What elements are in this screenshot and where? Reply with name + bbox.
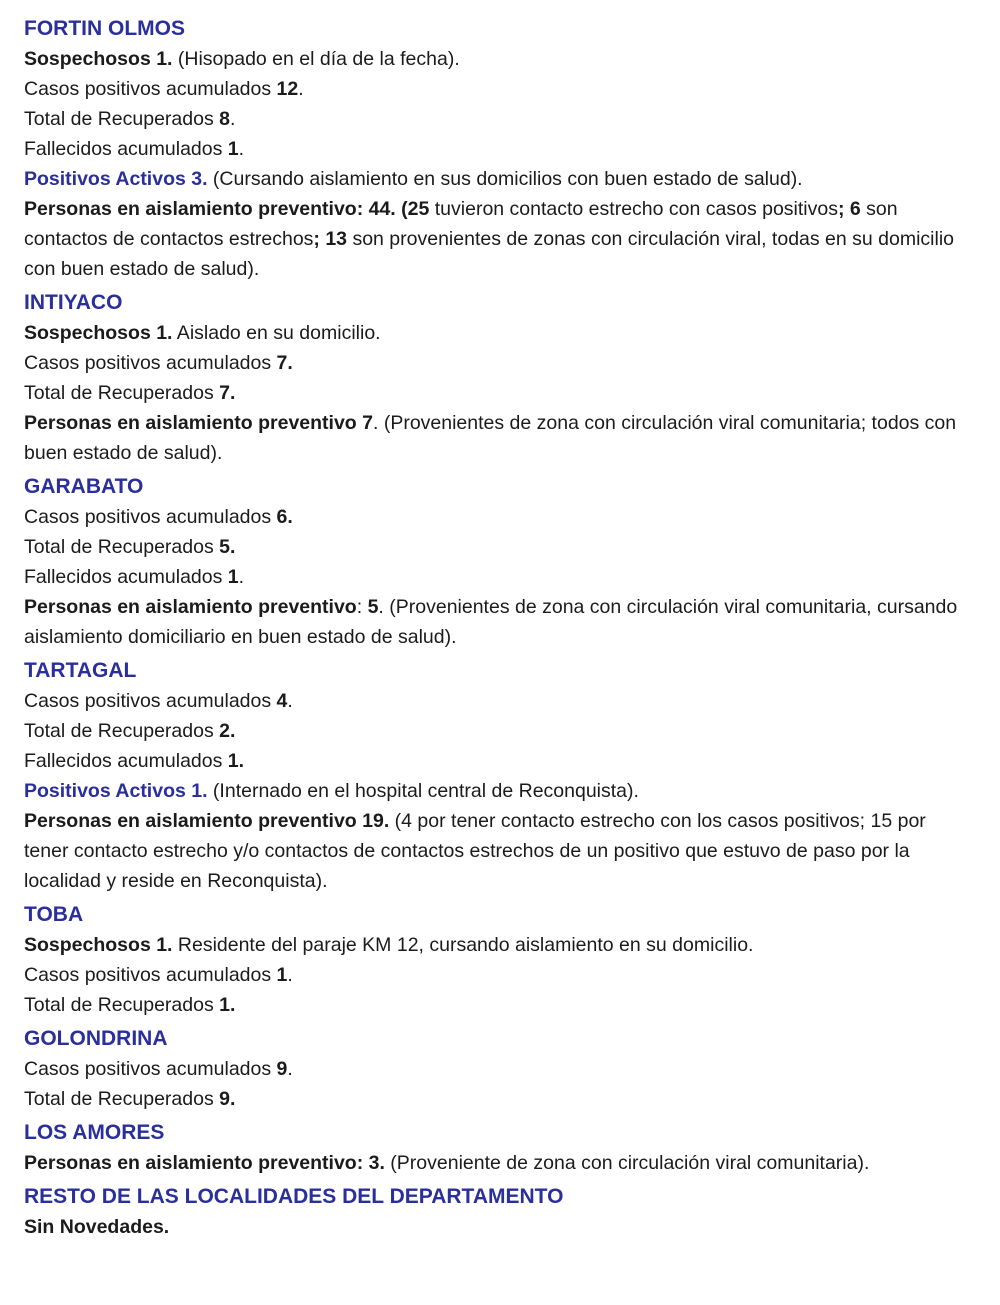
section-heading: LOS AMORES xyxy=(24,1121,165,1144)
recuperados-value: 9. xyxy=(219,1088,236,1110)
fallecidos-label: Fallecidos acumulados xyxy=(24,750,228,772)
aislamiento-paragraph xyxy=(24,194,974,284)
recuperados-label: Total de Recuperados xyxy=(24,108,220,130)
novedades-text: Sin Novedades. xyxy=(24,1216,170,1238)
aislamiento-paragraph xyxy=(24,408,974,468)
fallecidos-value: 1. xyxy=(227,750,245,772)
aislamiento-count: ; 13 xyxy=(313,228,348,250)
aislamiento-paragraph xyxy=(24,806,974,896)
aislamiento-text: son contactos de contactos estrechos xyxy=(24,198,898,250)
casos-suffix: . xyxy=(298,78,304,100)
casos-line xyxy=(24,686,974,716)
fallecidos-line xyxy=(24,746,974,776)
activos-text: (Internado en el hospital central de Reconquista). xyxy=(207,780,639,802)
activos-label: Positivos Activos 1. xyxy=(24,780,208,802)
aislamiento-text: . (Provenientes de zona con circulación viral comunitaria, cursando aislamiento domiciliario en buen estado de salud). xyxy=(24,596,958,648)
recuperados-value: 8 xyxy=(219,108,230,130)
casos-suffix: . xyxy=(287,964,293,986)
casos-value: 1 xyxy=(276,964,288,986)
fallecidos-value: 1 xyxy=(227,566,239,588)
section-los-amores xyxy=(24,1118,974,1178)
recuperados-value: 1. xyxy=(219,994,236,1016)
activos-line xyxy=(24,776,974,806)
sospechosos-label: Sospechosos 1. xyxy=(24,322,173,344)
fallecidos-label: Fallecidos acumulados xyxy=(24,566,228,588)
fallecidos-line xyxy=(24,134,974,164)
section-intiyaco xyxy=(24,288,974,468)
recuperados-value: 2. xyxy=(219,720,236,742)
casos-value: 12 xyxy=(276,78,299,100)
casos-value: 4 xyxy=(276,690,288,712)
sospechosos-text: Aislado en su domicilio. xyxy=(172,322,381,344)
aislamiento-count: 5 xyxy=(367,596,379,618)
casos-label: Casos positivos acumulados xyxy=(24,506,277,528)
aislamiento-text: tuvieron contacto estrecho con casos positivos xyxy=(429,198,838,220)
casos-line xyxy=(24,960,974,990)
casos-label: Casos positivos acumulados xyxy=(24,1058,277,1080)
section-heading: TARTAGAL xyxy=(24,659,137,682)
casos-line xyxy=(24,74,974,104)
recuperados-line xyxy=(24,532,974,562)
casos-label: Casos positivos acumulados xyxy=(24,690,277,712)
recuperados-label: Total de Recuperados xyxy=(24,720,220,742)
aislamiento-label: Personas en aislamiento preventivo xyxy=(24,596,357,618)
recuperados-label: Total de Recuperados xyxy=(24,382,220,404)
recuperados-line xyxy=(24,1084,974,1114)
activos-text: (Cursando aislamiento en sus domicilios con buen estado de salud). xyxy=(207,168,803,190)
section-toba xyxy=(24,900,974,1020)
aislamiento-text: son provenientes de zonas con circulación viral, todas en su domicilio con buen estado de salud). xyxy=(24,228,955,280)
casos-value: 9 xyxy=(276,1058,288,1080)
aislamiento-colon: : xyxy=(356,596,368,618)
fallecidos-label: Fallecidos acumulados xyxy=(24,138,228,160)
aislamiento-text: . (Provenientes de zona con circulación viral comunitaria; todos con buen estado de salud). xyxy=(24,412,957,464)
section-fortin-olmos xyxy=(24,14,974,284)
sospechosos-text: Residente del paraje KM 12, cursando aislamiento en su domicilio. xyxy=(172,934,754,956)
section-resto xyxy=(24,1182,974,1242)
aislamiento-label: Personas en aislamiento preventivo 7 xyxy=(24,412,373,434)
casos-label: Casos positivos acumulados xyxy=(24,78,277,100)
activos-line xyxy=(24,164,974,194)
recuperados-label: Total de Recuperados xyxy=(24,536,220,558)
recuperados-line xyxy=(24,990,974,1020)
casos-value: 7. xyxy=(276,352,293,374)
section-heading: INTIYACO xyxy=(24,291,123,314)
section-heading: GOLONDRINA xyxy=(24,1027,168,1050)
casos-suffix: . xyxy=(287,690,293,712)
section-garabato xyxy=(24,472,974,652)
aislamiento-paragraph xyxy=(24,592,974,652)
recuperados-label: Total de Recuperados xyxy=(24,1088,220,1110)
section-heading: TOBA xyxy=(24,903,84,926)
activos-label: Positivos Activos 3. xyxy=(24,168,208,190)
section-tartagal xyxy=(24,656,974,896)
aislamiento-label: Personas en aislamiento preventivo: 3. xyxy=(24,1152,385,1174)
recuperados-suffix: . xyxy=(229,108,236,130)
sospechosos-line xyxy=(24,44,974,74)
document-content xyxy=(24,14,974,1242)
sospechosos-label: Sospechosos 1. xyxy=(24,934,173,956)
recuperados-line xyxy=(24,716,974,746)
casos-line xyxy=(24,348,974,378)
casos-label: Casos positivos acumulados xyxy=(24,352,277,374)
casos-suffix: . xyxy=(287,1058,293,1080)
fallecidos-suffix: . xyxy=(238,566,245,588)
section-heading: FORTIN OLMOS xyxy=(24,17,185,40)
aislamiento-text: (Proveniente de zona con circulación viral comunitaria). xyxy=(384,1152,870,1174)
sospechosos-label: Sospechosos 1. xyxy=(24,48,173,70)
recuperados-value: 7. xyxy=(219,382,236,404)
fallecidos-suffix: . xyxy=(238,138,245,160)
aislamiento-text: (4 por tener contacto estrecho con los casos positivos; 15 por tener contacto estrecho y/o contactos de contactos estrechos de un positivo que estuvo de paso por la localidad y reside en Reconquista). xyxy=(24,810,926,892)
casos-value: 6. xyxy=(276,506,293,528)
casos-line xyxy=(24,1054,974,1084)
recuperados-value: 5. xyxy=(219,536,236,558)
sospechosos-line xyxy=(24,930,974,960)
fallecidos-value: 1 xyxy=(227,138,239,160)
fallecidos-line xyxy=(24,562,974,592)
recuperados-label: Total de Recuperados xyxy=(24,994,220,1016)
section-heading: GARABATO xyxy=(24,475,144,498)
aislamiento-label: Personas en aislamiento preventivo: 44. (25 xyxy=(24,198,430,220)
section-golondrina xyxy=(24,1024,974,1114)
casos-label: Casos positivos acumulados xyxy=(24,964,277,986)
sospechosos-text: (Hisopado en el día de la fecha). xyxy=(172,48,460,70)
aislamiento-count: ; 6 xyxy=(837,198,861,220)
sospechosos-line xyxy=(24,318,974,348)
recuperados-line xyxy=(24,378,974,408)
section-heading: RESTO DE LAS LOCALIDADES DEL DEPARTAMENTO xyxy=(24,1185,564,1208)
casos-line xyxy=(24,502,974,532)
aislamiento-line xyxy=(24,1148,974,1178)
recuperados-line xyxy=(24,104,974,134)
novedades-line xyxy=(24,1212,974,1242)
aislamiento-label: Personas en aislamiento preventivo 19. xyxy=(24,810,390,832)
